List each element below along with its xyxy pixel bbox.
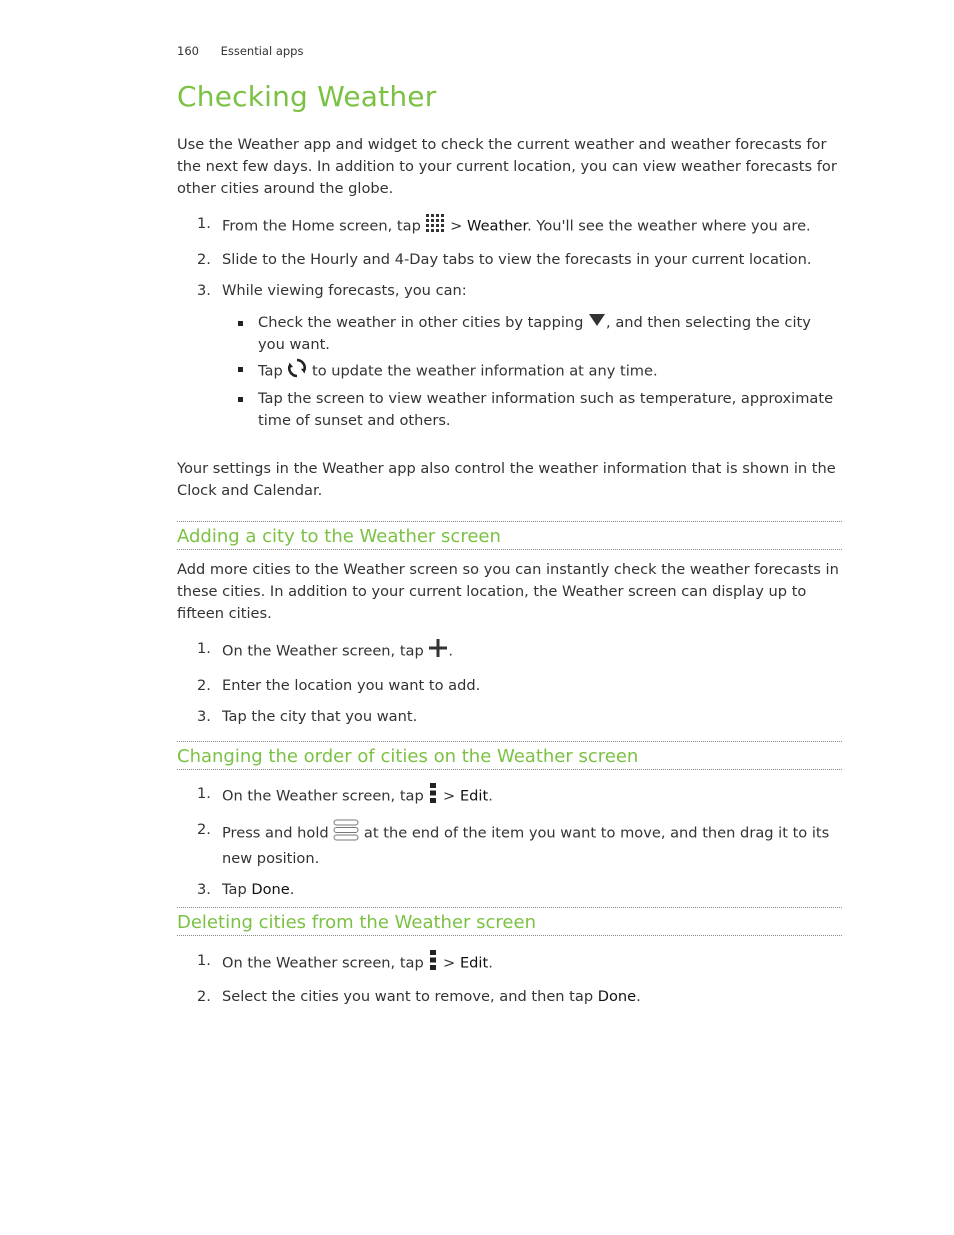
weather-steps bbox=[177, 213, 842, 432]
step-1 bbox=[177, 783, 842, 810]
plus-icon bbox=[428, 638, 448, 665]
intro-paragraph bbox=[177, 134, 842, 200]
step-number: 2. bbox=[197, 988, 211, 1005]
bullet-square bbox=[238, 367, 243, 372]
step-number: 3. bbox=[197, 881, 211, 898]
section-heading: Adding a city to the Weather screen bbox=[177, 521, 842, 550]
step-number: 1. bbox=[197, 215, 211, 232]
bullet-square bbox=[238, 321, 243, 326]
step-1 bbox=[177, 638, 842, 665]
step-3 bbox=[177, 280, 842, 302]
page-header bbox=[177, 44, 303, 58]
edit-label: Edit bbox=[459, 954, 489, 972]
step-3 bbox=[177, 879, 842, 901]
step-number: 1. bbox=[197, 640, 211, 657]
page-title: Checking Weather bbox=[177, 80, 437, 113]
bullet-text: Tap bbox=[258, 362, 288, 380]
step-text: On the Weather screen, tap bbox=[222, 642, 429, 660]
step-number: 3. bbox=[197, 708, 211, 725]
separator: > bbox=[438, 787, 460, 805]
drag-handle-icon bbox=[333, 819, 359, 848]
intro-text: Use the Weather app and widget to check the current weather and weather forecasts for the next few days. In addition to your current location, you can view weather forecasts for other cities around the globe. bbox=[177, 136, 837, 197]
page-number: 160 bbox=[177, 44, 199, 58]
separator: > bbox=[438, 954, 460, 972]
step-text: . bbox=[289, 881, 295, 898]
edit-label: Edit bbox=[459, 787, 489, 805]
bullet-text: , and then selecting the city you want. bbox=[258, 314, 811, 353]
step-text: Slide to the Hourly and 4-Day tabs to view the forecasts in your current location. bbox=[222, 251, 812, 268]
bullet-square bbox=[238, 397, 243, 402]
settings-note bbox=[177, 458, 842, 502]
step-1 bbox=[177, 213, 842, 240]
section-change-order bbox=[177, 741, 842, 901]
step-text: Enter the location you want to add. bbox=[222, 677, 481, 694]
bullet-text: Check the weather in other cities by tapping bbox=[258, 314, 589, 331]
step-text: . You'll see the weather where you are. bbox=[527, 217, 811, 235]
done-label: Done bbox=[597, 988, 637, 1005]
overflow-menu-icon bbox=[428, 950, 438, 977]
section-heading: Changing the order of cities on the Weather screen bbox=[177, 741, 842, 770]
section-delete-cities bbox=[177, 907, 842, 1008]
step-text: On the Weather screen, tap bbox=[222, 787, 429, 805]
step-text: at the end of the item you want to move, and then drag it to its new position. bbox=[222, 824, 830, 867]
step-text: On the Weather screen, tap bbox=[222, 954, 429, 972]
step-text: . bbox=[488, 954, 493, 972]
step-text: While viewing forecasts, you can: bbox=[222, 282, 467, 299]
step-text: Press and hold bbox=[222, 824, 334, 842]
step-text: . bbox=[488, 787, 493, 805]
step-2 bbox=[177, 819, 842, 870]
weather-app-label: Weather bbox=[467, 217, 528, 235]
section-body: Add more cities to the Weather screen so you can instantly check the weather forecasts in these cities. In addition to your current location, the Weather screen can display up to fifteen cities. bbox=[177, 561, 839, 622]
step-text: . bbox=[448, 642, 454, 660]
step-text: Tap bbox=[222, 881, 252, 898]
dropdown-triangle-icon bbox=[588, 312, 606, 334]
done-label: Done bbox=[251, 881, 290, 898]
bullet-text: to update the weather information at any time. bbox=[307, 362, 658, 380]
step-3 bbox=[177, 706, 842, 728]
step-text: Tap the city that you want. bbox=[222, 708, 418, 725]
step-2 bbox=[177, 675, 842, 697]
section-heading: Deleting cities from the Weather screen bbox=[177, 907, 842, 936]
step-text: From the Home screen, tap bbox=[222, 217, 426, 235]
section-name: Essential apps bbox=[220, 44, 304, 58]
step-number: 2. bbox=[197, 677, 211, 694]
settings-note-text: Your settings in the Weather app also control the weather information that is shown in the Clock and Calendar. bbox=[177, 460, 836, 499]
apps-grid-icon bbox=[425, 213, 445, 240]
bullet-refresh bbox=[177, 358, 842, 385]
step-number: 2. bbox=[197, 821, 211, 838]
step-number: 1. bbox=[197, 785, 211, 802]
bullet-tap-screen bbox=[177, 388, 842, 432]
section-add-city bbox=[177, 521, 842, 728]
overflow-menu-icon bbox=[428, 783, 438, 810]
refresh-icon bbox=[287, 358, 307, 385]
step-2 bbox=[177, 249, 842, 271]
step-number: 1. bbox=[197, 952, 211, 969]
step-text: Select the cities you want to remove, and then tap bbox=[222, 988, 598, 1005]
step-2 bbox=[177, 986, 842, 1008]
separator: > bbox=[445, 217, 467, 235]
bullet-other-cities bbox=[177, 312, 842, 356]
step-text: . bbox=[636, 988, 641, 1005]
step-number: 3. bbox=[197, 282, 211, 299]
bullet-text: Tap the screen to view weather information such as temperature, approximate time of sunset and others. bbox=[258, 390, 834, 429]
step-number: 2. bbox=[197, 251, 211, 268]
step-1 bbox=[177, 950, 842, 977]
